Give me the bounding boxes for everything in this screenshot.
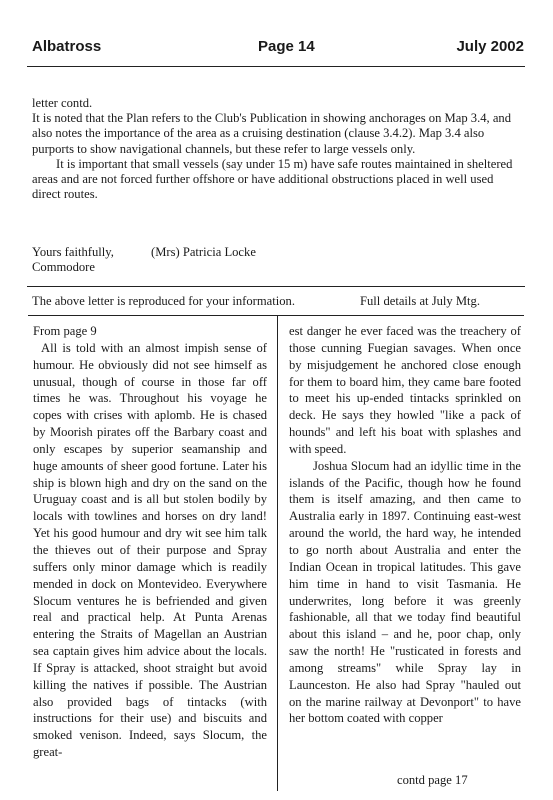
letter-closing: Yours faithfully, (32, 245, 114, 259)
letter-signatory: (Mrs) Patricia Locke (151, 245, 256, 259)
from-page-reference: From page 9 (33, 324, 97, 338)
letter-role: Commodore (32, 260, 95, 274)
newsletter-title: Albatross (32, 38, 102, 55)
letter-paragraph-1: It is noted that the Plan refers to the Club's Publication in showing anchorages on Map 3.4, and also notes the importance of the area as a cruising destination (clause 3.4.2). Map 3.4 also purports to show navigational channels, but these refer to large vessels only. (32, 111, 511, 156)
column-divider (277, 315, 278, 791)
section-rule (28, 315, 524, 316)
letter-note: The above letter is reproduced for your information. (32, 294, 295, 308)
article-paragraph-1-continued: est danger he ever faced was the treachery of those cunning Fuegian savages. When once by misjudgement he anchored close enough for them to board him, they came bare footed to meet his up-ended tintacks sprinkled on deck. He says they howled "like a pack of hounds" and left his boat with splashes and with speed. (289, 324, 521, 456)
letter-opening: letter contd. (32, 96, 93, 110)
letter-body (32, 96, 522, 202)
issue-date: July 2002 (456, 38, 524, 55)
letter-signoff (32, 245, 114, 275)
header-rule (27, 66, 525, 67)
article-right-column (289, 323, 521, 727)
continued-reference: contd page 17 (397, 773, 468, 787)
meeting-note: Full details at July Mtg. (360, 294, 480, 308)
page-header (32, 38, 524, 60)
page-number: Page 14 (258, 38, 315, 55)
article-left-column (33, 323, 267, 761)
letter-paragraph-2: It is important that small vessels (say under 15 m) have safe routes maintained in sheltered areas and are not forced further offshore or have additional obstructions placed in well used direct routes. (32, 156, 513, 202)
letter-rule (27, 286, 525, 287)
article-paragraph-2: Joshua Slocum had an idyllic time in the islands of the Pacific, though how he found them is itself amazing, and then came to Australia early in 1897. Continuing east-west around the world, the hard way, he intended to go north about Australia and enter the Indian Ocean in tropical latitudes. This gave him time in hand to visit Tasmania. He underwrites, long before it was greenly fashionable, all that we today find beautiful about this island – and he, poor chap, only saw the north! He "rusticated in forests and among streams" while Spray lay in Launceston. He also had Spray "hauled out on the marine railway at Devonport" to have her bottom coated with copper (289, 458, 521, 726)
article-paragraph-1: All is told with an almost impish sense of humour. He obviously did not see himself as unusual, though of course in those far off times he was. Throughout his voyage he copes with crises with aplomb. He is chased by Moorish pirates off the Barbary coast and only escapes by superior seamanship and huge amounts of sheer good fortune. Later his ship is blown high and dry on the sand on the Uruguay coast and is all but stolen bodily by locals with towlines and horses on dry land! Yet his good humour and dry wit see him talk the thieves out of their purpose and Spray suffers only minor damage which is readily mended in dock on Montevideo. Everywhere Slocum ventures he is befriended and given real and practical help. At Punta Arenas entering the Straits of Magellan an Austrian sea captain gives him advice about the locals. If Spray is attacked, shoot straight but avoid killing the natives if possible. The Austrian also provided bags of tintacks (with instructions for their use) and biscuits and smoked venison. Indeed, says Slocum, the great- (33, 340, 267, 760)
